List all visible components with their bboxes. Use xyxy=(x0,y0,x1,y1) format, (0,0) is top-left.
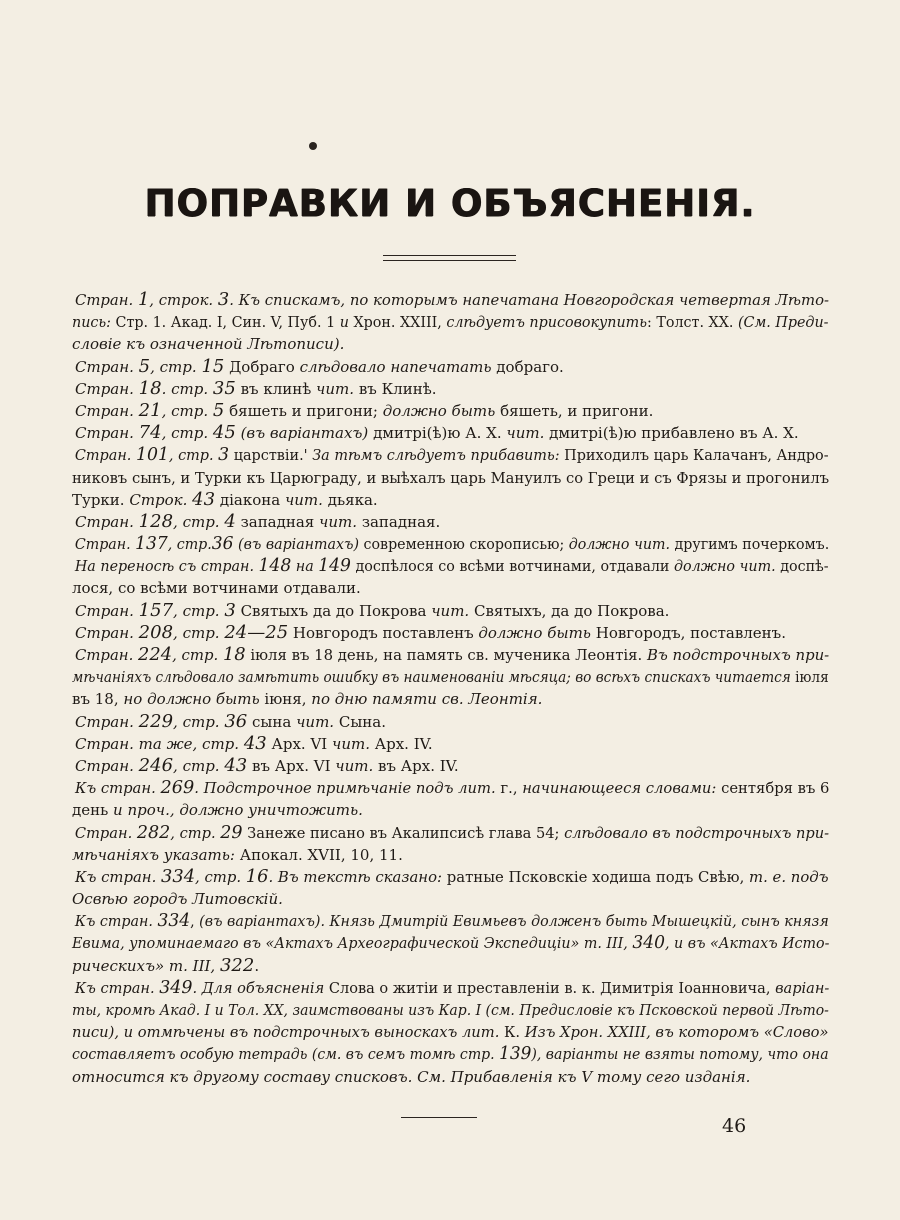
text-run: слѣдовало напечатать xyxy=(299,357,497,376)
text-run: , стр. xyxy=(150,357,202,376)
reference-number: 18 xyxy=(138,377,162,399)
entry-line xyxy=(72,356,829,378)
text-run: , стр. xyxy=(173,512,225,531)
correction-entry xyxy=(72,444,829,511)
text-run: На переносѣ съ xyxy=(74,557,201,576)
reference-number: 340 xyxy=(632,932,665,954)
reference-number: 246 xyxy=(138,754,174,776)
correction-entry xyxy=(72,866,829,910)
reference-number: 35 xyxy=(212,377,236,399)
entry-line xyxy=(72,311,829,333)
text-run: должно чит. xyxy=(568,535,675,554)
text-run: доспѣлося со всѣми вотчинами, отдавали xyxy=(350,557,674,576)
reference-number: 1 xyxy=(137,289,150,310)
correction-entry xyxy=(72,378,829,400)
text-run: Къ стран. xyxy=(74,978,160,997)
entry-line xyxy=(72,955,829,977)
entry-line xyxy=(72,910,829,932)
text-run: чит. xyxy=(506,424,550,443)
entry-line xyxy=(72,888,829,910)
text-run: Арх. VI xyxy=(266,734,332,753)
text-run: дмитрі(ѣ)ю прибавлено въ А. Х. xyxy=(549,424,799,443)
text-run: , стр. xyxy=(172,646,223,664)
text-run: , стр. xyxy=(195,867,246,886)
correction-entry xyxy=(72,511,829,533)
entry-line xyxy=(72,577,829,599)
reference-number: 208 xyxy=(138,621,174,643)
entry-line xyxy=(72,422,829,444)
reference-number: 21 xyxy=(138,399,162,421)
text-run: : Толст. XX. xyxy=(647,313,738,332)
text-run: слѣдовало въ подстрочныхъ при- xyxy=(564,823,830,842)
text-run: лося, со всѣми вотчинами отдавали. xyxy=(72,579,361,598)
text-run: ты, кромѣ Акад. I и Тол. XX, заимствованы изъ Кар. I (см. Предисловіе къ Псковской первой Лѣто- xyxy=(72,1001,829,1019)
text-run: пись: xyxy=(72,313,116,332)
entry-line xyxy=(72,865,829,888)
text-run: (въ варіантахъ) xyxy=(233,535,364,554)
text-run: іюля xyxy=(795,668,829,687)
text-run: словіе къ означенной Лѣтописи). xyxy=(72,335,345,354)
text-run: , и въ «Актахъ Исто- xyxy=(664,934,830,953)
reference-number: 282 xyxy=(136,821,171,843)
text-run: Къ стран. xyxy=(74,779,161,798)
reference-number: 224 xyxy=(138,644,173,665)
text-run: Стран. xyxy=(75,401,139,420)
text-run: Новгородъ поставленъ xyxy=(288,623,479,642)
text-run: Слова о житіи и преставленіи в. к. Димитрія Іоанновича, xyxy=(328,978,776,997)
text-run: варіан- xyxy=(775,978,830,997)
entry-line xyxy=(72,755,829,777)
text-run: (См. Преди- xyxy=(737,313,829,332)
text-run: г., xyxy=(500,779,523,798)
text-run: слѣдуетъ присовокупить xyxy=(446,313,648,332)
text-run: Евима, упоминаемаго въ «Актахъ Археографической Экспедиціи» т. III, xyxy=(72,934,633,953)
entry-line xyxy=(72,711,829,733)
text-run: въ 18, xyxy=(72,690,124,709)
text-run: Стран. xyxy=(75,601,139,620)
reference-number: 137 xyxy=(135,533,168,555)
correction-entry xyxy=(72,555,829,599)
text-run: на xyxy=(291,557,319,576)
text-run: іюля въ 18 день, на память св. мученика Леонтія. xyxy=(245,646,648,664)
text-run: чит. xyxy=(431,601,474,620)
text-run: Стран. xyxy=(74,291,138,309)
text-run: доспѣ- xyxy=(780,557,829,576)
text-run: Занеже писано въ Акалипсисѣ глава 54; xyxy=(242,823,565,842)
text-run: т. е. подъ xyxy=(749,867,829,886)
title-rule-lower xyxy=(383,260,516,261)
text-run: сентября въ 6 xyxy=(721,779,830,798)
text-run: чит. xyxy=(284,490,328,509)
text-run: Стран. xyxy=(74,446,136,465)
correction-entry xyxy=(72,910,829,977)
reference-number: 128 xyxy=(138,510,174,532)
text-run: , стр. xyxy=(161,424,213,443)
correction-entry xyxy=(72,711,829,733)
text-run: ратные Псковскіе ходиша подъ Свѣю, xyxy=(446,867,750,886)
reference-number: 24—25 xyxy=(224,621,289,643)
text-run: (въ варіантахъ). xyxy=(199,912,330,931)
entry-line xyxy=(72,844,829,866)
text-run: въ клинѣ xyxy=(235,379,317,398)
text-run: , стр. xyxy=(167,535,212,554)
title-rule-upper xyxy=(383,255,516,256)
reference-number: 3 xyxy=(224,599,236,621)
reference-number: 334 xyxy=(161,865,196,887)
reference-number: 269 xyxy=(160,777,195,799)
entry-line xyxy=(72,378,829,400)
entry-line xyxy=(72,999,829,1021)
text-run: начинающееся словами: xyxy=(522,779,722,798)
text-run: . Къ спискамъ, по которымъ напечатана Новгородская четвертая Лѣто- xyxy=(229,291,830,309)
reference-number: 3 xyxy=(218,444,230,466)
correction-entry xyxy=(72,533,829,555)
reference-number: 45 xyxy=(212,422,236,444)
text-run: Князь Дмитрій Евимьевъ долженъ быть Мышецкій, сынъ князя xyxy=(329,912,829,931)
text-run: писи), и отмѣчены въ подстрочныхъ выноскахъ лит. xyxy=(72,1023,505,1042)
entry-line xyxy=(72,821,830,844)
text-run: Турки. xyxy=(72,490,130,509)
text-run: , стр. xyxy=(173,756,225,775)
text-run: Строк. xyxy=(129,490,193,509)
entry-line xyxy=(72,777,830,799)
text-run: Стран. xyxy=(75,379,139,398)
text-run: мѣчаніяхъ слѣдовало замѣтить ошибку въ наименованіи мѣсяца; во всѣхъ спискахъ читается xyxy=(72,668,796,687)
text-run: добраго. xyxy=(496,357,564,376)
reference-number: 43 xyxy=(224,754,248,776)
text-run: Арх. IV. xyxy=(374,734,433,753)
entry-line xyxy=(72,444,829,466)
correction-entry xyxy=(72,644,829,711)
reference-number: 43 xyxy=(243,732,267,754)
entry-line xyxy=(72,489,829,511)
entry-line xyxy=(72,733,829,755)
text-run: Святыхъ, да до Покрова. xyxy=(473,601,670,620)
text-run: Стран. xyxy=(75,424,139,443)
text-run: Сына. xyxy=(338,712,386,731)
reference-number: 16 xyxy=(245,865,269,887)
text-run: по дню памяти св. Леонтія. xyxy=(311,690,543,709)
text-run: рическихъ» т. III, xyxy=(72,956,220,975)
entry-line xyxy=(72,555,829,577)
text-run: Стран. xyxy=(74,823,137,842)
correction-entry xyxy=(72,822,829,866)
text-run: Къ стран. xyxy=(74,867,162,886)
text-run: никовъ сынъ, и Турки къ Царюграду, и выѣхалъ царь Мануилъ со Греци и съ Фрязы и прогонилъ xyxy=(72,468,830,487)
text-run: діакона xyxy=(215,490,285,509)
text-run: составляетъ особую тетрадь (см. въ семъ томѣ стр. xyxy=(72,1045,500,1064)
text-run: , строк. xyxy=(149,291,218,309)
entry-line xyxy=(72,688,829,710)
entry-line xyxy=(72,1021,829,1043)
reference-number: 5 xyxy=(138,355,151,377)
text-run: должно быть xyxy=(478,623,596,642)
text-run: дмитрі(ѣ)ю А. Х. xyxy=(373,424,507,443)
text-run: . Подстрочное примѣчаніе подъ лит. xyxy=(194,779,501,798)
entry-line xyxy=(72,932,830,954)
reference-number: 334 xyxy=(157,910,191,932)
reference-number: 43 xyxy=(192,488,216,510)
reference-number: 148 xyxy=(258,555,292,577)
reference-number: 15 xyxy=(201,355,225,377)
text-run: въ Арх. IV. xyxy=(378,756,459,775)
text-run: Стран. та же, стр. xyxy=(75,734,244,753)
entry-line xyxy=(72,333,829,355)
text-run: . Для объясненія xyxy=(192,978,329,997)
text-run: Изъ Хрон. XXIII, въ которомъ «Слово» xyxy=(524,1023,829,1042)
correction-entry xyxy=(72,733,829,755)
text-run: , xyxy=(190,912,200,931)
text-run: чит. xyxy=(296,712,339,731)
text-run: Добраго xyxy=(224,357,300,376)
text-run: Стран. xyxy=(75,623,139,642)
reference-number: 3 xyxy=(217,289,230,310)
entry-line xyxy=(72,644,830,666)
text-run: день xyxy=(72,801,114,820)
entry-line xyxy=(72,1066,829,1088)
entry-line xyxy=(72,533,830,555)
text-run: относится къ другому составу списковъ. См. Прибавленія къ V тому сего изданія. xyxy=(72,1067,751,1086)
entry-line xyxy=(72,467,830,489)
text-run: современною скорописью; xyxy=(363,535,569,554)
correction-entry xyxy=(72,356,829,378)
correction-entry xyxy=(72,289,829,356)
entry-line xyxy=(72,511,829,533)
text-run: , стр. xyxy=(173,623,225,642)
reference-number: 349 xyxy=(159,976,193,998)
reference-number: 157 xyxy=(138,599,174,621)
reference-number: 149 xyxy=(318,555,351,577)
reference-number: 36 xyxy=(211,533,234,555)
text-run: дьяка. xyxy=(327,490,378,509)
text-run: , стр. xyxy=(170,823,221,842)
correction-entry xyxy=(72,600,829,622)
entry-line xyxy=(72,600,829,622)
text-run: въ Клинѣ. xyxy=(358,379,437,398)
reference-number: 29 xyxy=(220,821,243,843)
text-run: должно чит. xyxy=(673,557,781,576)
text-run: Приходилъ царь Калачанъ, Андро- xyxy=(564,446,829,465)
reference-number: 322 xyxy=(219,954,255,976)
text-run: Стр. 1. Акад. I, Син. V, Пуб. 1 xyxy=(115,313,340,332)
text-run: должно быть xyxy=(382,401,501,420)
text-run: , стр. xyxy=(173,712,225,731)
correction-entry xyxy=(72,755,829,777)
text-run: Стран. xyxy=(75,712,139,731)
correction-entry xyxy=(72,622,829,644)
text-run: іюня, xyxy=(264,690,312,709)
text-run: Святыхъ да до Покрова xyxy=(235,601,432,620)
text-run: За тѣмъ слѣдуетъ прибавить: xyxy=(312,446,565,465)
entry-line xyxy=(72,622,829,644)
text-run: чит. xyxy=(332,734,375,753)
entry-line xyxy=(72,289,830,311)
ornament-dot xyxy=(309,142,317,150)
text-run: , стр. xyxy=(173,601,225,620)
text-run: но должно быть xyxy=(123,690,265,709)
footer-rule xyxy=(401,1117,477,1118)
text-run: К. xyxy=(504,1023,525,1042)
text-run: (въ варіантахъ) xyxy=(235,424,374,443)
text-run: мѣчаніяхъ указать: xyxy=(72,845,240,864)
text-run: и xyxy=(339,313,354,332)
text-run: бяшеть и пригони; xyxy=(224,401,383,420)
correction-entry xyxy=(72,977,829,1088)
text-run: Къ стран. xyxy=(74,912,158,931)
text-run: Стран. xyxy=(75,756,139,775)
correction-entry xyxy=(72,422,829,444)
reference-number: 229 xyxy=(138,710,174,732)
text-run: бяшеть, и пригони. xyxy=(500,401,654,420)
text-run: Хрон. XXIII, xyxy=(353,313,447,332)
text-run: чит. xyxy=(316,379,359,398)
entry-line xyxy=(72,976,830,999)
text-run: чит. xyxy=(319,512,362,531)
entry-line xyxy=(72,1043,829,1065)
text-run: Стран. xyxy=(75,357,139,376)
text-run: Новгородъ, поставленъ. xyxy=(595,623,786,642)
text-run: стран. xyxy=(200,557,259,576)
text-run: . Въ текстѣ сказано: xyxy=(268,867,447,886)
entry-line xyxy=(72,799,829,821)
text-run: , стр. xyxy=(168,446,219,465)
entry-line xyxy=(72,666,829,688)
correction-entry xyxy=(72,400,829,422)
reference-number: 36 xyxy=(224,710,248,732)
text-run: въ Арх. VI xyxy=(247,756,336,775)
text-run: и проч., должно уничтожить. xyxy=(113,801,363,820)
text-run: Стран. xyxy=(75,512,139,531)
text-run: другимъ почеркомъ. xyxy=(674,535,830,554)
reference-number: 74 xyxy=(138,422,162,444)
entry-line xyxy=(72,400,829,422)
text-run: западная xyxy=(235,512,320,531)
text-run: Стран. xyxy=(74,535,136,554)
text-run: царствіи.' xyxy=(229,446,313,465)
page-title: ПОПРАВКИ И ОБЪЯСНЕНІЯ. xyxy=(144,182,756,225)
reference-number: 5 xyxy=(212,399,225,421)
text-run: Въ подстрочныхъ при- xyxy=(647,646,830,664)
text-run: чит. xyxy=(335,756,379,775)
reference-number: 4 xyxy=(224,510,236,532)
correction-entry xyxy=(72,777,829,821)
text-run: сына xyxy=(247,712,297,731)
text-run: . стр. xyxy=(161,379,213,398)
text-run: ), варіанты не взяты потому, что она xyxy=(531,1045,829,1064)
text-run: , стр. xyxy=(161,401,213,420)
reference-number: 18 xyxy=(222,644,246,665)
text-run: Апокал. XVII, 10, 11. xyxy=(239,845,403,864)
reference-number: 101 xyxy=(135,444,169,466)
text-run: Освѣю городъ Литовскій. xyxy=(72,890,283,909)
text-run: западная. xyxy=(361,512,441,531)
text-run: . xyxy=(254,956,260,975)
page-number: 46 xyxy=(722,1115,747,1137)
text-run: Стран. xyxy=(74,646,139,664)
corrections-list xyxy=(72,289,829,1088)
reference-number: 139 xyxy=(499,1043,532,1065)
